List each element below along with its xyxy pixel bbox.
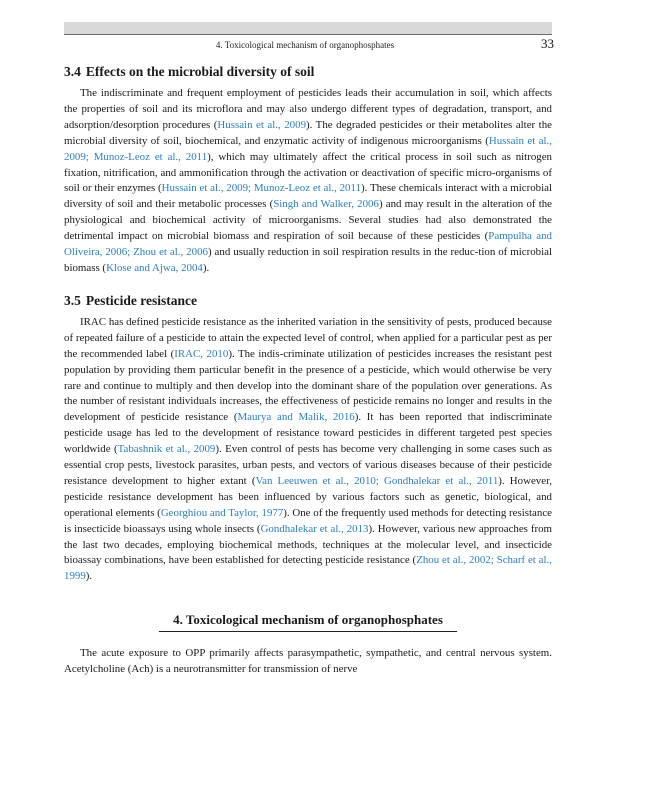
- page-number: 33: [541, 36, 554, 51]
- citation-link[interactable]: Hussain et al., 2009; Munoz-Leoz et al., 2011: [161, 182, 361, 195]
- citation-link[interactable]: Gondhalekar et al., 2013: [260, 522, 369, 535]
- citation-link[interactable]: Van Leeuwen et al., 2010; Gondhalekar et al., 2011: [255, 474, 499, 487]
- paragraph-text: ).: [85, 570, 93, 583]
- paragraph-text: ). The degraded pesticides or their metabolites alter the microbial diversity of soil, biochemical, and enzymatic activity of indigenous microorganisms (: [64, 118, 552, 147]
- running-head: 4. Toxicological mechanism of organophosphates: [215, 40, 395, 50]
- paragraph-text: ), which may ultimately affect the critical process in soil such as nitrogen fixation, nitrification, and ammonification through the activation or deactivation of specific micro-organisms of soil or their enzymes (: [64, 150, 553, 195]
- header-band: [64, 22, 552, 34]
- citation-link[interactable]: Klose and Ajwa, 2004: [106, 261, 203, 274]
- citation-link[interactable]: Maurya and Malik, 2016: [237, 411, 355, 424]
- section-number: 3.5: [64, 292, 81, 308]
- chapter-heading: 4. Toxicological mechanism of organophosphates: [159, 612, 457, 632]
- section-title: Effects on the microbial diversity of soil: [85, 64, 315, 79]
- section-paragraph: [64, 86, 552, 277]
- paragraph-text: ) and usually reduction in soil respiration results in the reduc-tion of microbial biomass (: [64, 246, 552, 274]
- page-content: [64, 64, 552, 678]
- citation-link[interactable]: Singh and Walker, 2006: [273, 198, 379, 211]
- paragraph-text: ).: [202, 261, 210, 274]
- citation-link[interactable]: Georghiou and Taylor, 1977: [160, 506, 284, 519]
- citation-link[interactable]: Pampulha and Oliveira, 2006; Zhou et al., 2006: [64, 230, 552, 259]
- section-heading-3-4: [64, 64, 552, 80]
- citation-link[interactable]: IRAC, 2010: [174, 347, 229, 360]
- paragraph-text: ). The indis-criminate utilization of pesticides increases the resistant pest population by providing them particular benefit in the presence of a pesticide, which would otherwise be very rare and continue to multiply and then develop into the dominant share of the population over generations. As the number of resistant individuals increases, the effectiveness of pesticide remains no longer and results in the development of pesticide resistance (: [64, 347, 553, 424]
- section-number: 3.4: [64, 64, 81, 79]
- citation-link[interactable]: Zhou et al., 2002; Scharf et al., 1999: [64, 554, 552, 583]
- paragraph-text: ). These chemicals interact with a microbial diversity of soil and their metabolic processes (: [64, 182, 552, 211]
- paragraph-text: ). However, various new approaches from the last two decades, employing biochemical methods, techniques at the molecular level, and insecticide bioassay combinations, have been established for detecting pesticide resistance (: [64, 522, 552, 567]
- section-heading-3-5: [64, 293, 552, 309]
- header-rule: [64, 34, 552, 35]
- chapter-paragraph: The acute exposure to OPP primarily affects parasympathetic, sympathetic, and central nervous system. Acetylcholine (Ach) is a neurotransmitter for transmission of nerve: [64, 647, 552, 676]
- citation-link[interactable]: Tabashnik et al., 2009: [117, 443, 216, 456]
- section-paragraph: [64, 315, 552, 585]
- paragraph-text: ). It has been reported that indiscriminate pesticide usage has led to the development of resistance toward pesticides in different targeted pest species worldwide (: [64, 411, 552, 456]
- paragraph-text: IRAC has defined pesticide resistance as the inherited variation in the sensitivity of pests, produced because of repeated failure of a pesticide to attain the expected level of control, when applied for a particular pest as per the recommended label (: [64, 315, 552, 360]
- citation-link[interactable]: Hussain et al., 2009; Munoz-Leoz et al., 2011: [64, 134, 552, 163]
- citation-link[interactable]: Hussain et al., 2009: [217, 118, 307, 131]
- section-title: Pesticide resistance: [85, 292, 197, 308]
- paragraph-text: ). One of the frequently used methods for detecting resistance is insecticide bioassays using whole insects (: [64, 506, 552, 535]
- paragraph-text: The indiscriminate and frequent employment of pesticides leads their accumulation in soil, which affects the properties of soil and its microflora and may also undergo different types of degradation, transport, and adsorption/desorption procedures (: [64, 87, 552, 131]
- paragraph-text: ). However, pesticide resistance development has been influenced by various factors such as genetic, biological, and operational elements (: [64, 474, 552, 519]
- paragraph-text: ). Even control of pests has become very challenging in some cases such as essential crop pests, livestock parasites, urban pests, and vectors of various diseases because of their pesticide resistance development to higher extant (: [64, 443, 552, 487]
- paragraph-text: ) and may result in the alteration of the physiological and biochemical activity of microorganisms. Several studies had also demonstrated the detrimental impact on microbial biomass and respiration of soil because of these pesticides (: [64, 198, 553, 243]
